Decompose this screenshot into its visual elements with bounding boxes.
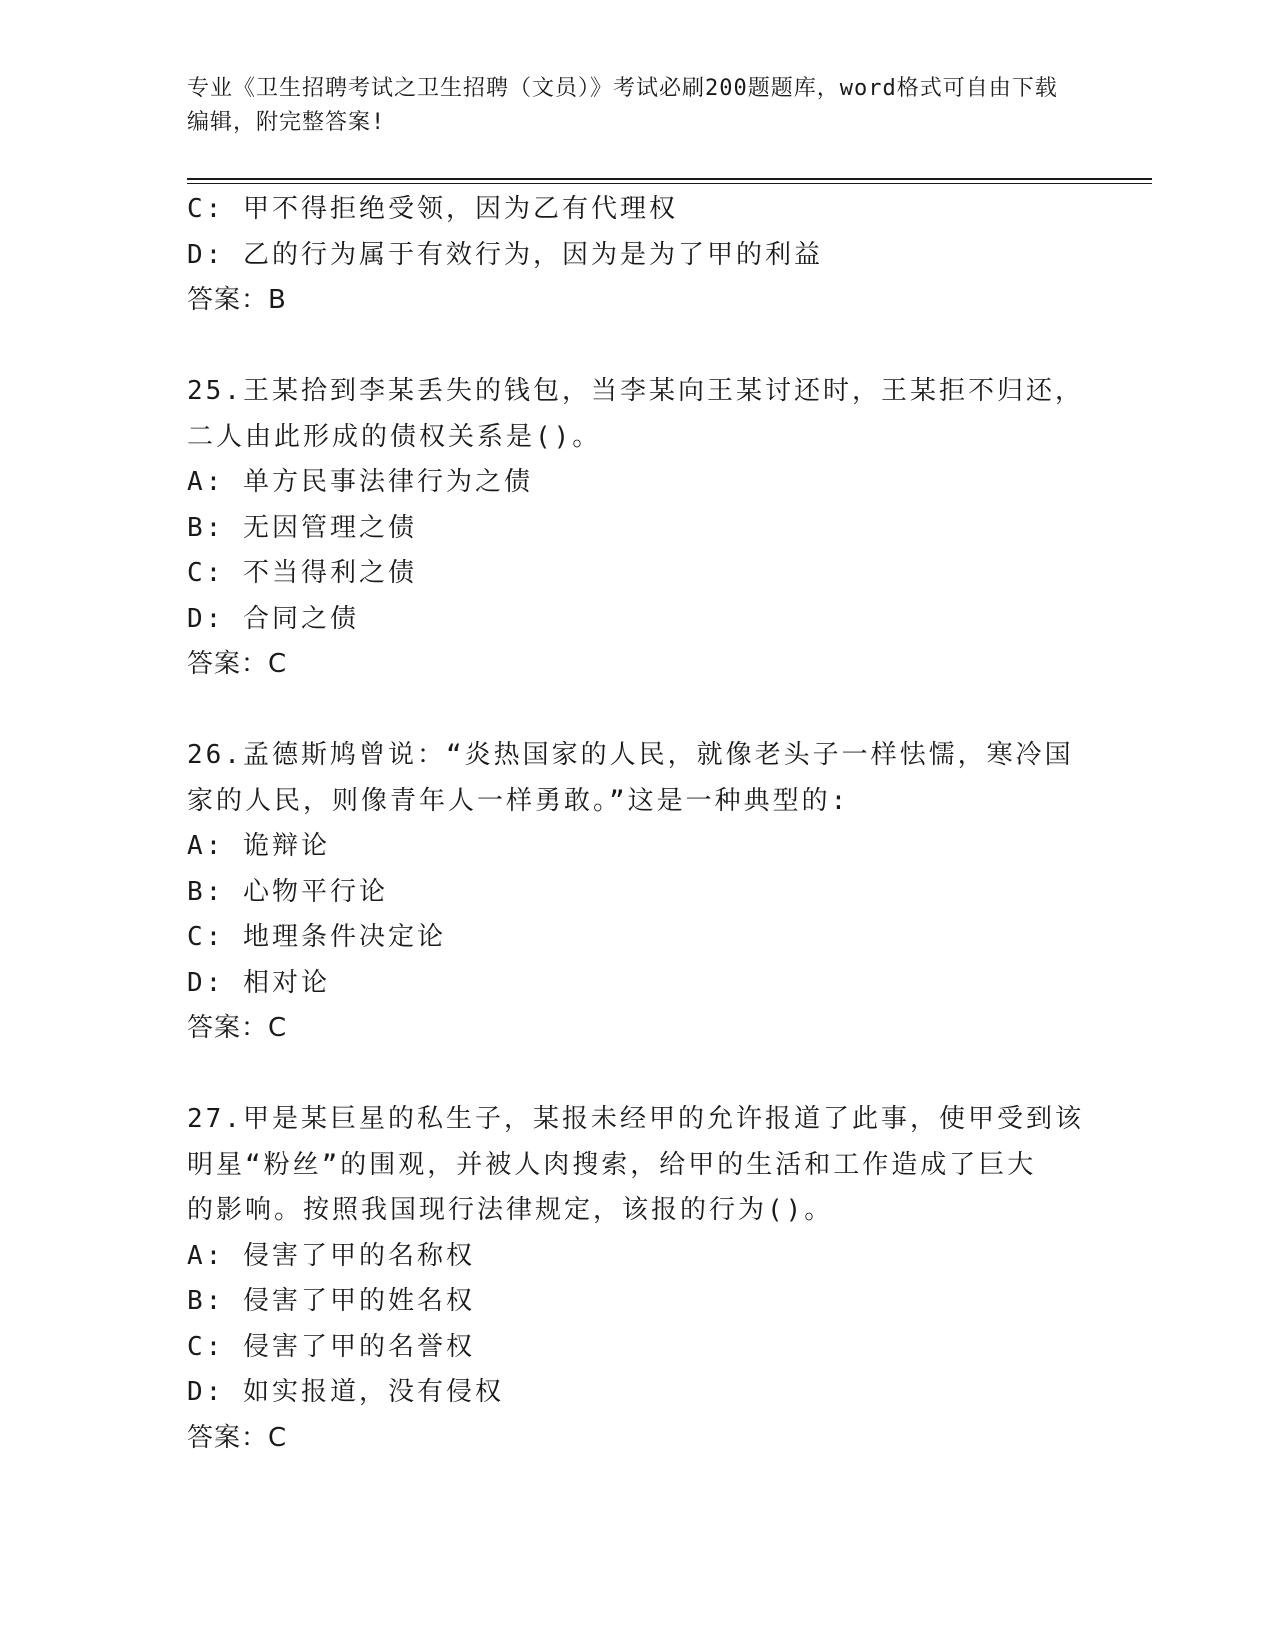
answer-label: 答案：C bbox=[187, 1013, 288, 1043]
question-stem-line: 二人由此形成的债权关系是()。 bbox=[187, 421, 602, 452]
spacer bbox=[187, 1052, 1087, 1098]
prev-question-block bbox=[187, 187, 1087, 324]
option-c: C: 地理条件决定论 bbox=[187, 922, 446, 952]
question-stem-line: 25.王某拾到李某丢失的钱包，当李某向王某讨还时，王某拒不归还， bbox=[187, 376, 1084, 406]
option-d: D: 如实报道，没有侵权 bbox=[187, 1377, 504, 1407]
option-d: D: 合同之债 bbox=[187, 603, 359, 634]
header-divider-thin bbox=[187, 183, 1152, 184]
option-b: B: 侵害了甲的姓名权 bbox=[187, 1286, 475, 1316]
option-a: A: 单方民事法律行为之债 bbox=[187, 467, 533, 497]
option-d: D: 相对论 bbox=[187, 967, 330, 998]
question-block bbox=[187, 369, 1087, 688]
header-divider bbox=[187, 178, 1152, 180]
question-stem-line: 26.孟德斯鸠曾说：“炎热国家的人民，就像老头子一样怯懦，寒冷国 bbox=[187, 740, 1074, 770]
question-block bbox=[187, 1097, 1087, 1461]
option-a: A: 诡辩论 bbox=[187, 831, 330, 861]
option-c: C: 甲不得拒绝受领，因为乙有代理权 bbox=[187, 194, 678, 224]
question-stem-line: 27.甲是某巨星的私生子，某报未经甲的允许报道了此事，使甲受到该 bbox=[187, 1104, 1084, 1134]
spacer bbox=[187, 688, 1087, 734]
option-b: B: 无因管理之债 bbox=[187, 512, 417, 543]
answer-label: 答案：C bbox=[187, 649, 288, 679]
answer-label: 答案：C bbox=[187, 1422, 288, 1453]
option-a: A: 侵害了甲的名称权 bbox=[187, 1240, 475, 1271]
question-stem-line: 的影响。按照我国现行法律规定，该报的行为()。 bbox=[187, 1195, 834, 1225]
question-stem-line: 明星“粉丝”的围观，并被人肉搜索，给甲的生活和工作造成了巨大 bbox=[187, 1149, 1037, 1180]
option-c: C: 不当得利之债 bbox=[187, 558, 417, 588]
option-b: B: 心物平行论 bbox=[187, 876, 388, 907]
question-content bbox=[187, 187, 1087, 1461]
spacer bbox=[187, 324, 1087, 370]
question-stem-line: 家的人民，则像青年人一样勇敢。”这是一种典型的: bbox=[187, 785, 850, 816]
document-header: 专业《卫生招聘考试之卫生招聘（文员）》考试必刷200题题库，word格式可自由下载编辑，附完整答案! bbox=[187, 76, 1058, 135]
option-c: C: 侵害了甲的名誉权 bbox=[187, 1331, 475, 1362]
answer-label: 答案：B bbox=[187, 285, 287, 315]
option-d: D: 乙的行为属于有效行为，因为是为了甲的利益 bbox=[187, 239, 823, 270]
question-block bbox=[187, 733, 1087, 1052]
